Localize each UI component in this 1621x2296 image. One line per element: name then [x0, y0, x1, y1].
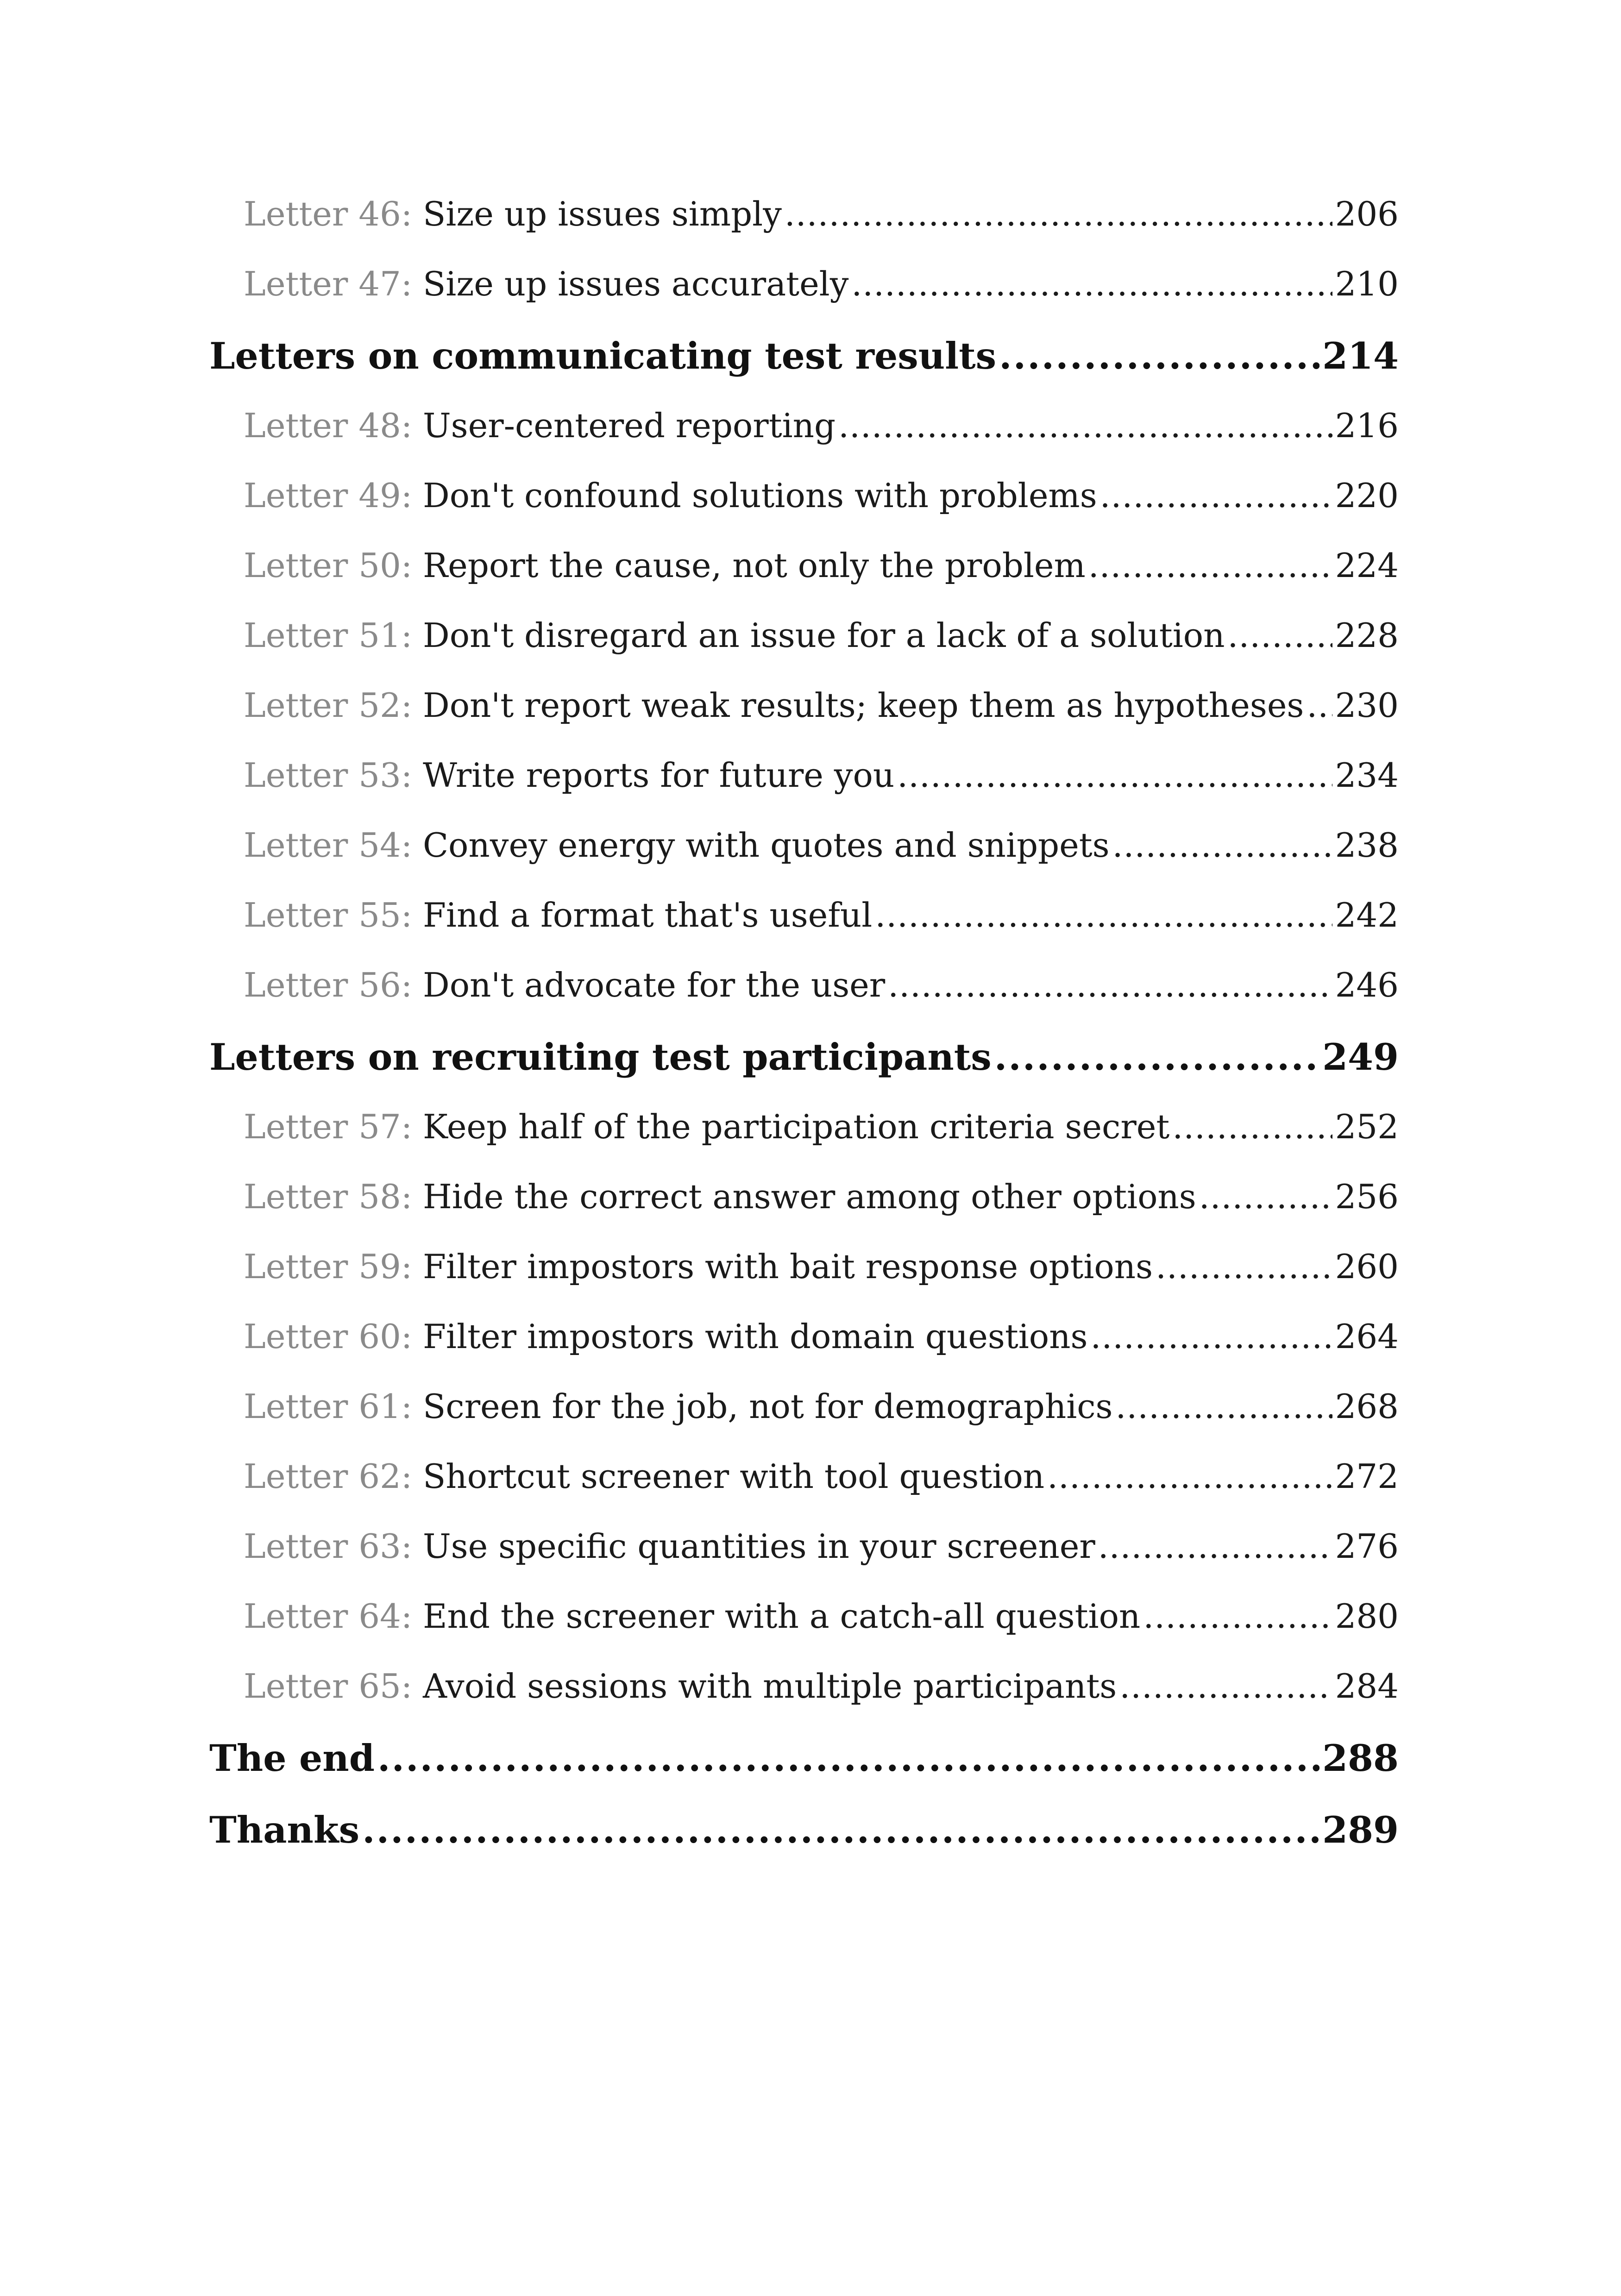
dot-leader: [377, 1737, 1319, 1780]
entry-title: Filter impostors with domain questions: [422, 1317, 1088, 1356]
toc-entry-letter-58[interactable]: [209, 1177, 1399, 1247]
toc-entry-letter-62[interactable]: [209, 1457, 1399, 1527]
section-title: The end: [209, 1737, 375, 1780]
letter-number: Letter 64:: [244, 1597, 413, 1636]
toc-entry-letter-50[interactable]: [209, 546, 1399, 616]
dot-leader: [785, 194, 1332, 233]
entry-title: Screen for the job, not for demographics: [422, 1387, 1113, 1426]
entry-title: Don't advocate for the user: [422, 966, 886, 1004]
page-number: 252: [1335, 1107, 1399, 1146]
page-number: 228: [1335, 616, 1399, 655]
page-number: 242: [1335, 896, 1399, 935]
toc-section-thanks[interactable]: [209, 1808, 1399, 1880]
page-number: 249: [1322, 1035, 1399, 1079]
page-number: 260: [1335, 1247, 1399, 1286]
letter-number: Letter 56:: [244, 966, 413, 1004]
entry-title: User-centered reporting: [422, 406, 836, 445]
table-of-contents: [209, 194, 1399, 1880]
page-number: 288: [1322, 1737, 1399, 1780]
page-number: 264: [1335, 1317, 1399, 1356]
dot-leader: [1112, 826, 1332, 865]
dot-leader: [1116, 1387, 1332, 1426]
page-number: 214: [1322, 334, 1399, 377]
section-title: Letters on recruiting test participants: [209, 1035, 992, 1079]
toc-entry-letter-47[interactable]: [209, 264, 1399, 334]
page-number: 238: [1335, 826, 1399, 865]
toc-entry-letter-61[interactable]: [209, 1387, 1399, 1457]
entry-title: Filter impostors with bait response options: [422, 1247, 1153, 1286]
page-number: 268: [1335, 1387, 1399, 1426]
toc-entry-letter-54[interactable]: [209, 826, 1399, 896]
dot-leader: [888, 966, 1332, 1004]
letter-number: Letter 47:: [244, 264, 413, 303]
dot-leader: [875, 896, 1332, 935]
dot-leader: [1143, 1597, 1332, 1636]
page-number: 256: [1335, 1177, 1399, 1216]
page-number: 280: [1335, 1597, 1399, 1636]
letter-number: Letter 53:: [244, 756, 413, 795]
dot-leader: [1199, 1177, 1332, 1216]
dot-leader: [999, 334, 1319, 377]
dot-leader: [897, 756, 1332, 795]
letter-number: Letter 55:: [244, 896, 413, 935]
dot-leader: [1172, 1107, 1332, 1146]
page-number: 289: [1322, 1808, 1399, 1851]
letter-number: Letter 48:: [244, 406, 413, 445]
page-number: 220: [1335, 476, 1399, 515]
letter-number: Letter 57:: [244, 1107, 413, 1146]
dot-leader: [1307, 686, 1332, 725]
entry-title: Keep half of the participation criteria secret: [422, 1107, 1170, 1146]
dot-leader: [851, 264, 1332, 303]
toc-entry-letter-51[interactable]: [209, 616, 1399, 686]
dot-leader: [1227, 616, 1332, 655]
page-number: 246: [1335, 966, 1399, 1004]
toc-entry-letter-60[interactable]: [209, 1317, 1399, 1387]
toc-entry-letter-64[interactable]: [209, 1597, 1399, 1667]
toc-section-the-end[interactable]: [209, 1737, 1399, 1808]
page-number: 284: [1335, 1667, 1399, 1706]
toc-entry-letter-49[interactable]: [209, 476, 1399, 546]
letter-number: Letter 52:: [244, 686, 413, 725]
entry-title: Avoid sessions with multiple participants: [422, 1667, 1117, 1706]
page-number: 206: [1335, 194, 1399, 233]
toc-entry-letter-57[interactable]: [209, 1107, 1399, 1177]
dot-leader: [1156, 1247, 1332, 1286]
entry-title: Report the cause, not only the problem: [422, 546, 1086, 585]
dot-leader: [1119, 1667, 1332, 1706]
dot-leader: [994, 1035, 1319, 1079]
dot-leader: [1047, 1457, 1332, 1496]
dot-leader: [1100, 476, 1332, 515]
entry-title: Shortcut screener with tool question: [422, 1457, 1045, 1496]
letter-number: Letter 60:: [244, 1317, 413, 1356]
page-number: 224: [1335, 546, 1399, 585]
toc-entry-letter-48[interactable]: [209, 406, 1399, 476]
letter-number: Letter 63:: [244, 1527, 413, 1566]
entry-title: Convey energy with quotes and snippets: [422, 826, 1110, 865]
letter-number: Letter 50:: [244, 546, 413, 585]
page-number: 234: [1335, 756, 1399, 795]
dot-leader: [1090, 1317, 1332, 1356]
toc-section-communicating-results[interactable]: [209, 334, 1399, 406]
letter-number: Letter 49:: [244, 476, 413, 515]
entry-title: Find a format that's useful: [422, 896, 873, 935]
letter-number: Letter 51:: [244, 616, 413, 655]
page-number: 210: [1335, 264, 1399, 303]
toc-entry-letter-52[interactable]: [209, 686, 1399, 756]
letter-number: Letter 62:: [244, 1457, 413, 1496]
letter-number: Letter 65:: [244, 1667, 413, 1706]
page-number: 216: [1335, 406, 1399, 445]
toc-entry-letter-59[interactable]: [209, 1247, 1399, 1317]
entry-title: Don't report weak results; keep them as hypotheses: [422, 686, 1304, 725]
page-number: 272: [1335, 1457, 1399, 1496]
toc-entry-letter-65[interactable]: [209, 1667, 1399, 1737]
toc-entry-letter-63[interactable]: [209, 1527, 1399, 1597]
entry-title: Size up issues simply: [422, 194, 782, 233]
letter-number: Letter 46:: [244, 194, 413, 233]
entry-title: Don't confound solutions with problems: [422, 476, 1097, 515]
letter-number: Letter 61:: [244, 1387, 413, 1426]
letter-number: Letter 58:: [244, 1177, 413, 1216]
dot-leader: [362, 1808, 1319, 1851]
entry-title: Use specific quantities in your screener: [422, 1527, 1095, 1566]
entry-title: End the screener with a catch-all question: [422, 1597, 1141, 1636]
entry-title: Size up issues accurately: [422, 264, 849, 303]
dot-leader: [838, 406, 1332, 445]
page-number: 230: [1335, 686, 1399, 725]
toc-entry-letter-53[interactable]: [209, 756, 1399, 826]
letter-number: Letter 54:: [244, 826, 413, 865]
toc-entry-letter-56[interactable]: [209, 966, 1399, 1035]
page-number: 276: [1335, 1527, 1399, 1566]
section-title: Thanks: [209, 1808, 360, 1851]
dot-leader: [1088, 546, 1332, 585]
entry-title: Don't disregard an issue for a lack of a solution: [422, 616, 1225, 655]
letter-number: Letter 59:: [244, 1247, 413, 1286]
toc-entry-letter-46[interactable]: [209, 194, 1399, 264]
toc-entry-letter-55[interactable]: [209, 896, 1399, 966]
section-title: Letters on communicating test results: [209, 334, 997, 377]
toc-section-recruiting-participants[interactable]: [209, 1035, 1399, 1107]
entry-title: Write reports for future you: [422, 756, 895, 795]
entry-title: Hide the correct answer among other options: [422, 1177, 1196, 1216]
dot-leader: [1098, 1527, 1332, 1566]
